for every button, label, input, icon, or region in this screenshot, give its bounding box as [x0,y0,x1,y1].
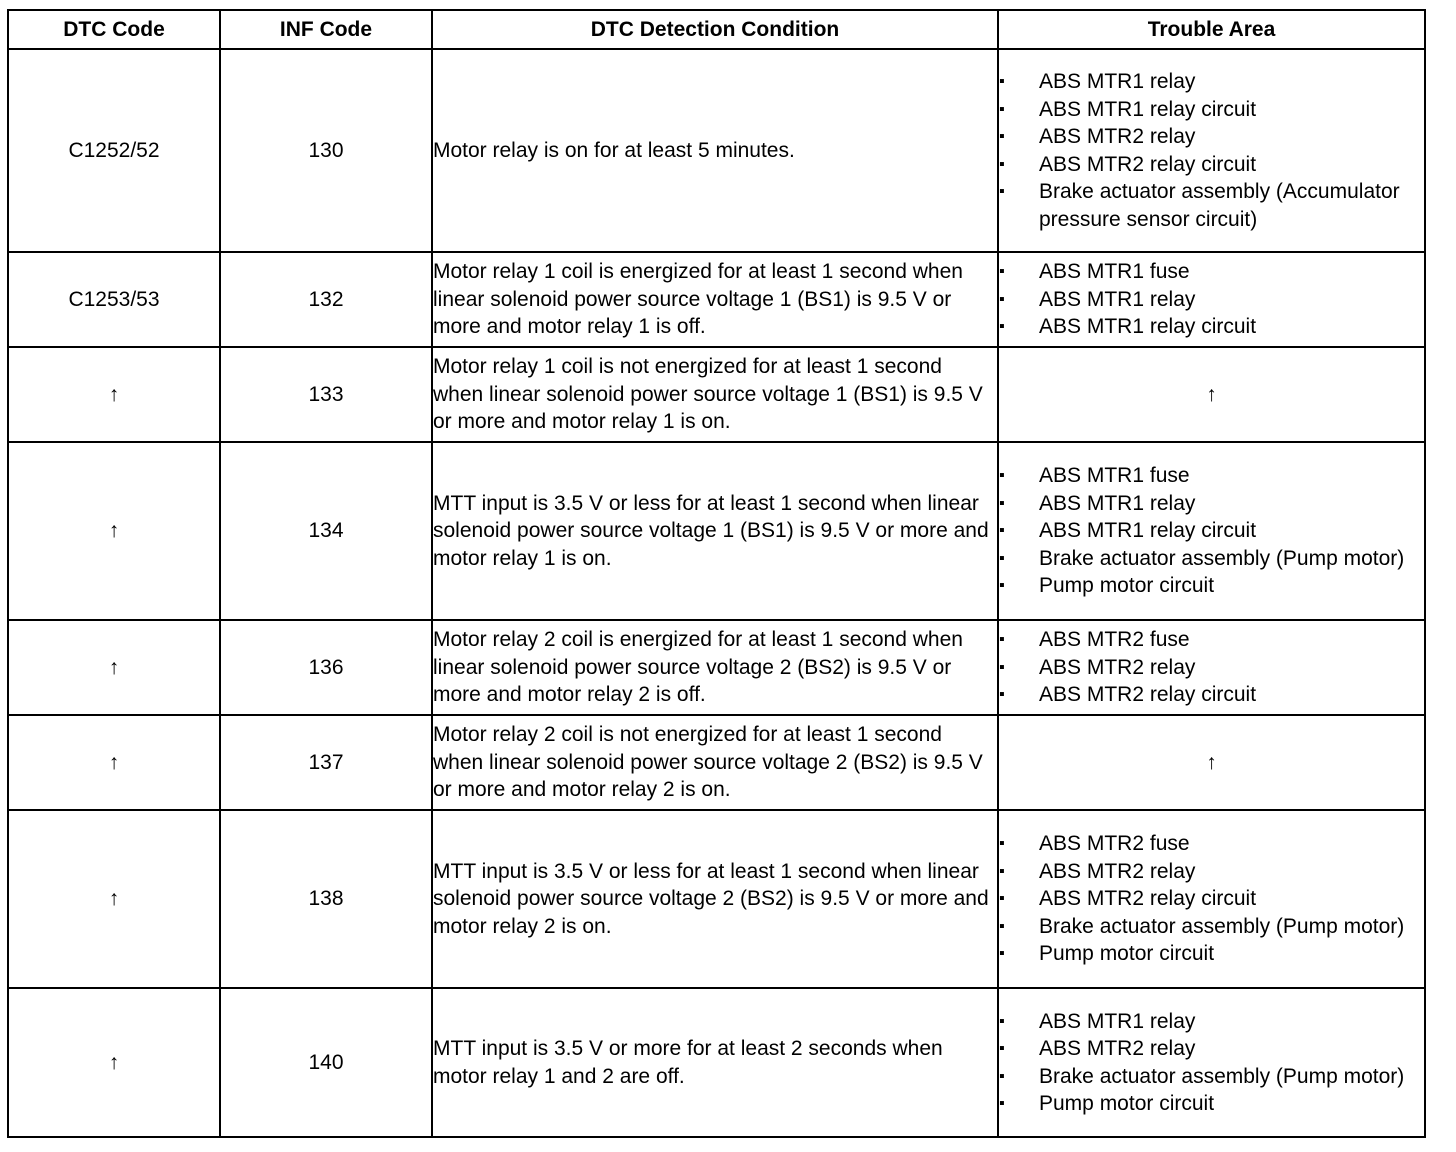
bullet-icon: ▪ [999,183,1005,200]
list-item [999,68,1424,96]
bullet-icon: ▪ [999,862,1005,880]
dtc-code-cell: C1252/52 [8,49,220,252]
trouble-item-label: ABS MTR1 relay circuit [1039,519,1257,543]
header-dtc-code: DTC Code [8,10,220,49]
table-row [8,49,1425,252]
dtc-code-cell: ↑ [8,347,220,442]
dtc-code-cell: ↑ [8,810,220,988]
bullet-icon: ▪ [999,686,1005,704]
list-item [999,286,1424,314]
trouble-item-label: ABS MTR2 relay [1039,655,1196,679]
list-item [999,96,1424,124]
condition-cell: Motor relay 2 coil is not energized for at least 1 second when linear solenoid power source voltage 2 (BS2) is 9.5 V or more and motor relay 2 is on. [432,715,998,810]
trouble-item-label: Brake actuator assembly (Pump motor) [1039,914,1405,938]
trouble-area-cell [998,810,1425,988]
trouble-area-cell [998,620,1425,715]
condition-cell: Motor relay is on for at least 5 minutes. [432,49,998,252]
list-item [999,490,1424,518]
dtc-code-cell: ↑ [8,715,220,810]
dtc-code-cell: ↑ [8,442,220,620]
trouble-item-label: ABS MTR2 relay [1039,859,1196,883]
list-item [999,1090,1424,1118]
list-item [999,313,1424,341]
bullet-icon: ▪ [999,658,1005,676]
trouble-item-label: ABS MTR2 relay [1039,125,1196,148]
table-row [8,347,1425,442]
bullet-icon: ▪ [999,890,1005,908]
bullet-icon: ▪ [999,263,1005,281]
bullet-icon: ▪ [999,1067,1005,1085]
dtc-table [7,9,1426,1138]
list-item [999,681,1424,709]
trouble-item-label: ABS MTR2 relay circuit [1039,887,1257,911]
trouble-item-label: ABS MTR2 relay circuit [1039,683,1257,707]
trouble-area-cell [998,49,1425,252]
bullet-icon: ▪ [999,1095,1005,1112]
list-item [999,913,1424,941]
trouble-item-label: Brake actuator assembly (Pump motor) [1039,1064,1405,1088]
list-item [999,123,1424,151]
list-item [999,654,1424,682]
trouble-item-label: Pump motor circuit [1039,942,1215,966]
inf-code-cell: 136 [220,620,432,715]
condition-cell: MTT input is 3.5 V or less for at least 1 second when linear solenoid power source voltage 2 (BS2) is 9.5 V or more and motor relay 2 is on. [432,810,998,988]
bullet-icon: ▪ [999,577,1005,595]
condition-cell: Motor relay 2 coil is energized for at least 1 second when linear solenoid power source voltage 2 (BS2) is 9.5 V or more and motor relay 2 is off. [432,620,998,715]
bullet-icon: ▪ [999,1040,1005,1057]
inf-code-cell: 134 [220,442,432,620]
table-row [8,620,1425,715]
condition-cell: Motor relay 1 coil is energized for at least 1 second when linear solenoid power source voltage 1 (BS1) is 9.5 V or more and motor relay 1 is off. [432,252,998,347]
bullet-icon: ▪ [999,290,1005,308]
header-trouble-area: Trouble Area [998,10,1425,49]
trouble-area-same-as-above: ↑ [998,347,1425,442]
trouble-item-label: ABS MTR1 relay circuit [1039,97,1257,121]
trouble-item-label: Pump motor circuit [1039,574,1215,598]
bullet-icon: ▪ [999,318,1005,336]
trouble-item-label: Pump motor circuit [1039,1092,1215,1115]
bullet-icon: ▪ [999,494,1005,512]
list-item [999,572,1424,600]
trouble-area-cell [998,252,1425,347]
bullet-icon: ▪ [999,1012,1005,1030]
list-item [999,517,1424,545]
condition-cell: MTT input is 3.5 V or more for at least 2 seconds when motor relay 1 and 2 are off. [432,988,998,1137]
bullet-icon: ▪ [999,917,1005,935]
bullet-icon: ▪ [999,128,1005,145]
trouble-item-label: ABS MTR1 fuse [1039,464,1190,488]
bullet-icon: ▪ [999,945,1005,963]
dtc-code-cell: C1253/53 [8,252,220,347]
list-item [999,940,1424,968]
condition-cell: Motor relay 1 coil is not energized for at least 1 second when linear solenoid power source voltage 1 (BS1) is 9.5 V or more and motor relay 1 is on. [432,347,998,442]
bullet-icon: ▪ [999,73,1005,90]
inf-code-cell: 137 [220,715,432,810]
inf-code-cell: 130 [220,49,432,252]
bullet-icon: ▪ [999,467,1005,485]
bullet-icon: ▪ [999,100,1005,118]
list-item [999,885,1424,913]
list-item [999,830,1424,858]
list-item [999,1008,1424,1036]
trouble-area-same-as-above: ↑ [998,715,1425,810]
header-detection-condition: DTC Detection Condition [432,10,998,49]
trouble-list [999,462,1424,600]
trouble-list [999,258,1424,341]
list-item [999,545,1424,573]
list-item [999,858,1424,886]
bullet-icon: ▪ [999,155,1005,173]
trouble-item-label: ABS MTR1 relay [1039,70,1196,93]
trouble-item-label: ABS MTR1 relay circuit [1039,315,1257,339]
trouble-item-label: Brake actuator assembly (Pump motor) [1039,546,1405,570]
trouble-item-label: ABS MTR2 fuse [1039,832,1190,856]
table-row [8,810,1425,988]
inf-code-cell: 140 [220,988,432,1137]
trouble-item-label: ABS MTR2 fuse [1039,628,1190,652]
inf-code-cell: 133 [220,347,432,442]
table-row [8,252,1425,347]
list-item [999,151,1424,179]
dtc-code-cell: ↑ [8,988,220,1137]
trouble-item-label: ABS MTR1 relay [1039,287,1196,311]
trouble-list [999,68,1424,233]
inf-code-cell: 132 [220,252,432,347]
trouble-item-label: ABS MTR2 relay [1039,1037,1196,1060]
list-item [999,1035,1424,1063]
table-row [8,442,1425,620]
bullet-icon: ▪ [999,835,1005,853]
trouble-list [999,830,1424,968]
header-row [8,10,1425,49]
list-item [999,462,1424,490]
condition-cell: MTT input is 3.5 V or less for at least 1 second when linear solenoid power source voltage 1 (BS1) is 9.5 V or more and motor relay 1 is on. [432,442,998,620]
trouble-item-label: ABS MTR1 relay [1039,491,1196,515]
table-row [8,715,1425,810]
trouble-area-cell [998,442,1425,620]
trouble-item-label: ABS MTR2 relay circuit [1039,152,1257,176]
header-inf-code: INF Code [220,10,432,49]
bullet-icon: ▪ [999,522,1005,540]
list-item [999,626,1424,654]
trouble-item-label: ABS MTR1 fuse [1039,260,1190,284]
list-item [999,258,1424,286]
trouble-item-label: ABS MTR1 relay [1039,1009,1196,1033]
bullet-icon: ▪ [999,631,1005,649]
trouble-area-cell [998,988,1425,1137]
table-row [8,988,1425,1137]
trouble-item-label: Brake actuator assembly (Accumulator pressure sensor circuit) [1039,180,1400,231]
bullet-icon: ▪ [999,549,1005,567]
trouble-list [999,626,1424,709]
list-item [999,1063,1424,1091]
trouble-list [999,1008,1424,1118]
dtc-code-cell: ↑ [8,620,220,715]
inf-code-cell: 138 [220,810,432,988]
list-item [999,178,1424,233]
